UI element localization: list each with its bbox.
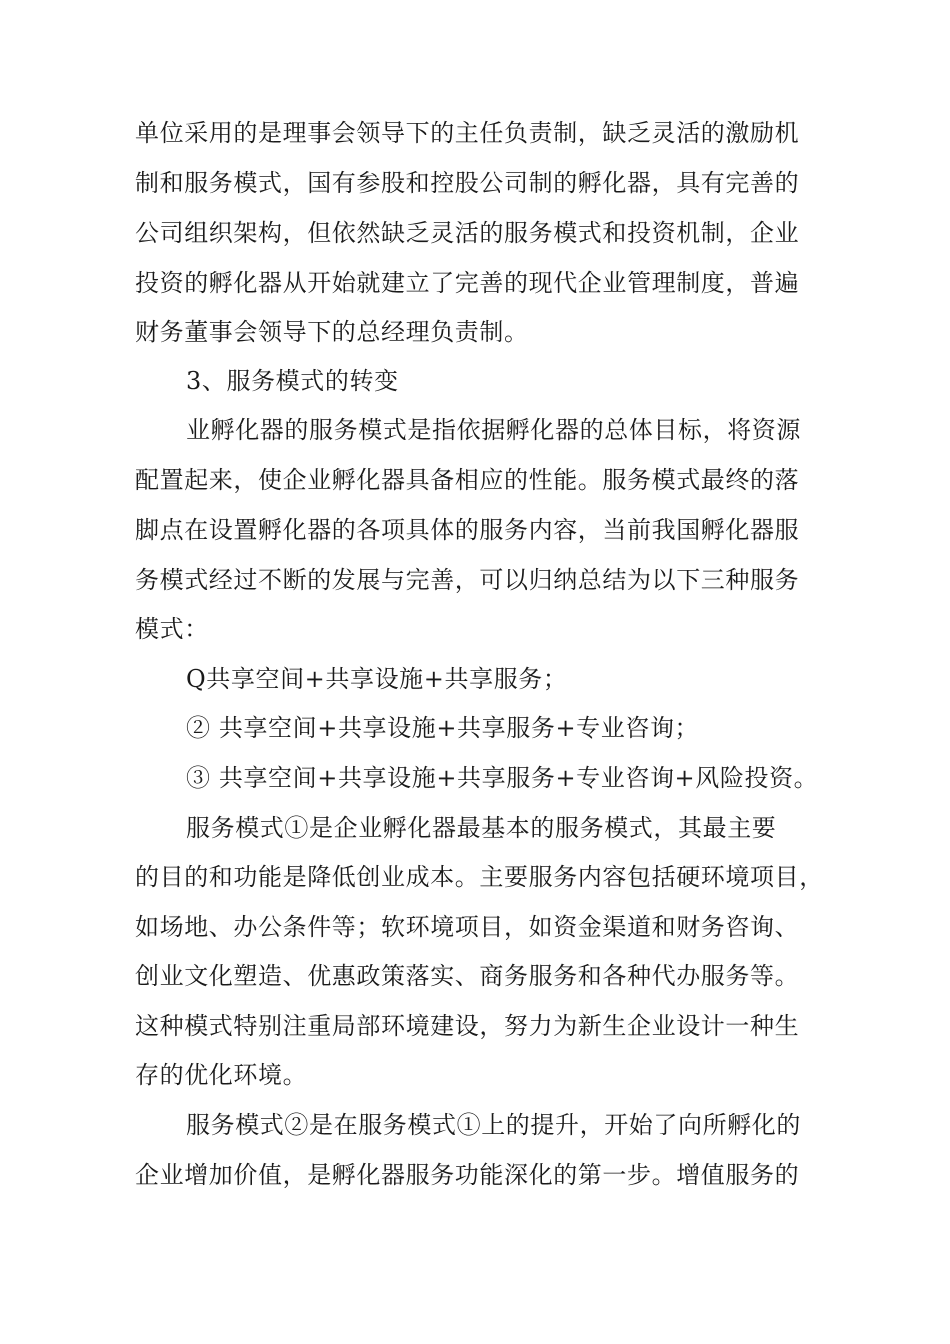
- text-line: 的目的和功能是降低创业成本。主要服务内容包括硬环境项目，: [135, 863, 824, 891]
- list-item: ② 共享空间+共享设施+共享服务+专业咨询；: [186, 714, 700, 742]
- text-line: 务模式经过不断的发展与完善，可以归纳总结为以下三种服务: [135, 566, 800, 594]
- text-line: 如场地、办公条件等；软环境项目，如资金渠道和财务咨询、: [135, 913, 800, 941]
- text-line: 投资的孵化器从开始就建立了完善的现代企业管理制度，普遍: [135, 269, 800, 297]
- text-line: 公司组织架构，但依然缺乏灵活的服务模式和投资机制，企业: [135, 219, 800, 247]
- text-line: 服务模式①是企业孵化器最基本的服务模式，其最主要: [186, 814, 777, 842]
- list-item: ③ 共享空间+共享设施+共享服务+专业咨询+风险投资。: [186, 764, 819, 792]
- text-line: 服务模式②是在服务模式①上的提升，开始了向所孵化的: [186, 1111, 801, 1139]
- text-line: 配置起来，使企业孵化器具备相应的性能。服务模式最终的落: [135, 466, 800, 494]
- text-line: 这种模式特别注重局部环境建设，努力为新生企业设计一种生: [135, 1012, 800, 1040]
- text-line: 模式：: [135, 615, 209, 643]
- text-line: 脚点在设置孵化器的各项具体的服务内容，当前我国孵化器服: [135, 516, 800, 544]
- list-item: Q共享空间+共享设施+共享服务；: [186, 665, 568, 693]
- text-line: 制和服务模式，国有参股和控股公司制的孵化器，具有完善的: [135, 169, 800, 197]
- text-line: 财务董事会领导下的总经理负责制。: [135, 318, 529, 346]
- text-line: 创业文化塑造、优惠政策落实、商务服务和各种代办服务等。: [135, 962, 800, 990]
- section-heading: 3、服务模式的转变: [186, 367, 399, 395]
- text-line: 存的优化环境。: [135, 1061, 308, 1089]
- text-line: 业孵化器的服务模式是指依据孵化器的总体目标，将资源: [186, 416, 801, 444]
- text-line: 单位采用的是理事会领导下的主任负责制，缺乏灵活的激励机: [135, 119, 800, 147]
- text-line: 企业增加价值，是孵化器服务功能深化的第一步。增值服务的: [135, 1161, 800, 1189]
